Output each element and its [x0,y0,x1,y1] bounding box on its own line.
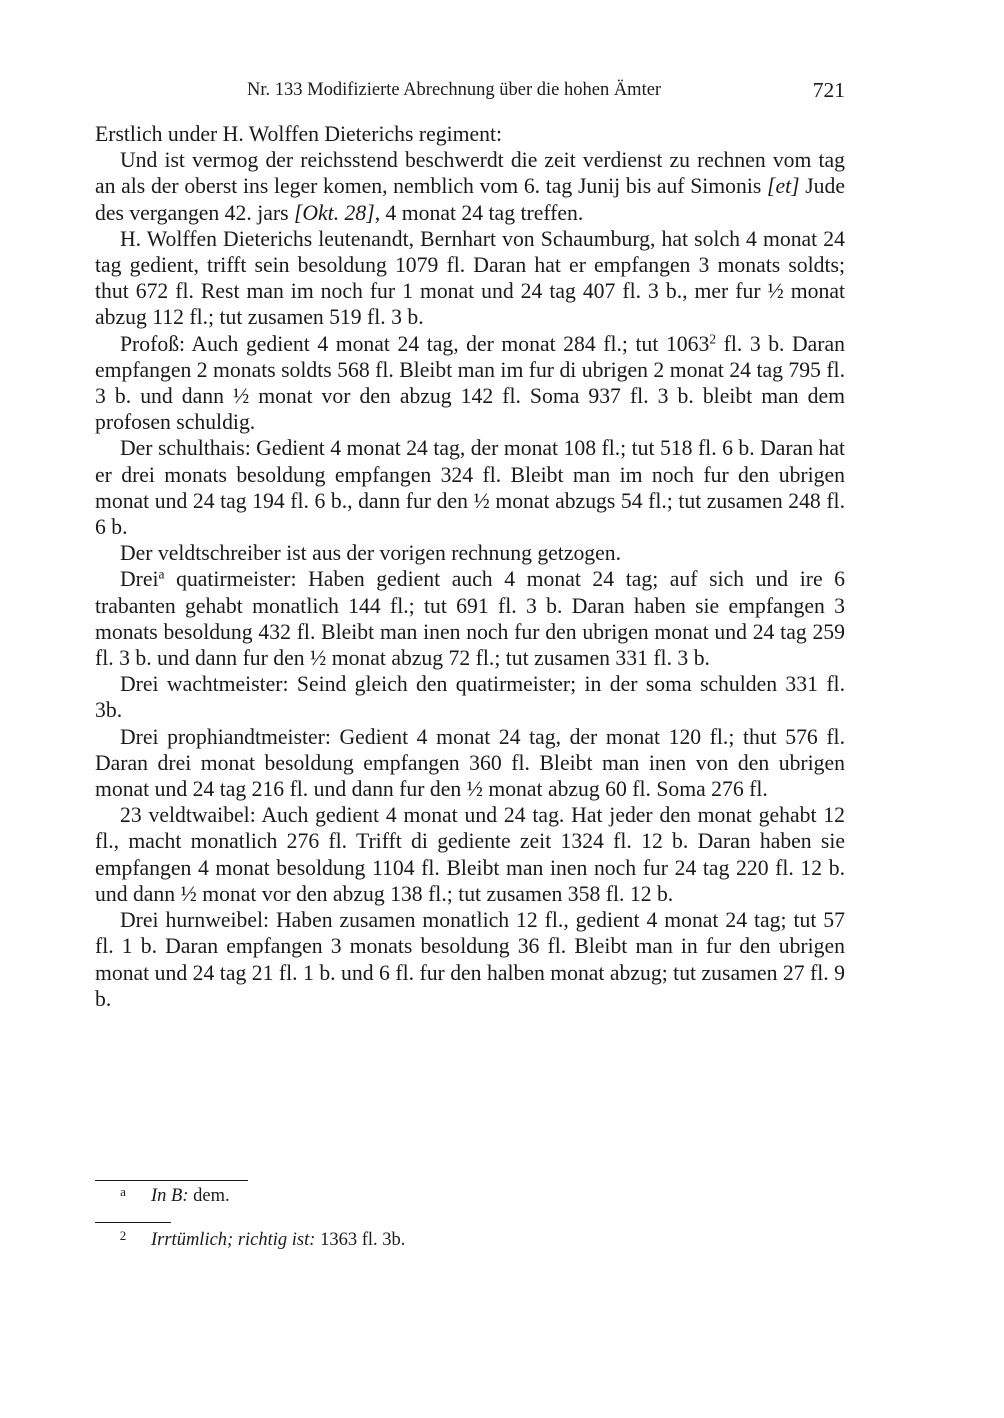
text-run: Und ist vermog der reichsstend beschwerdt die zeit verdienst zu rechnen vom tag an als der oberst ins leger komen, nemblich vom 6. tag Junij bis auf Simonis [95,148,845,199]
text-run: Drei [120,567,159,592]
paragraph-hurnweibel: Drei hurnweibel: Haben zusamen monatlich 12 fl., gedient 4 monat 24 tag; tut 57 fl. 1 b. Daran empfangen 3 monats besoldung 36 fl. Bleibt man in fur den ubrigen monat und 24 tag 21 fl. 1 b. und 6 fl. fur den halben monat abzug; tut zusamen 27 fl. 9 b. [95,908,845,1011]
text-run: quatirmeister: Haben gedient auch 4 monat 24 tag; auf sich und ire 6 trabanten gehabt monatlich 144 fl.; tut 691 fl. 3 b. Daran haben sie empfangen 3 monats besoldung 432 fl. Bleibt man inen noch fur den ubrigen monat und 24 tag 259 fl. 3 b. und dann fur den ½ monat abzug 72 fl.; tut zusamen 331 fl. 3 b. [95,567,845,671]
paragraph-profoss [95,331,845,436]
editorial-date: [Okt. 28] [293,200,375,225]
running-title: Nr. 133 Modifizierte Abrechnung über die hohen Ämter [247,80,662,100]
text-run: Profoß: Auch gedient 4 monat 24 tag, der monat 284 fl.; tut 1063 [120,331,710,356]
running-header [95,78,845,108]
paragraph-intro: Erstlich under H. Wolffen Dieterichs regiment: [95,122,502,146]
footnote-text: dem. [188,1186,230,1206]
footnote-ref-a[interactable]: a [158,567,165,583]
page-number: 721 [812,78,845,102]
text-run: fl. 3 b. Daran empfangen 2 monats soldts 568 fl. Bleibt man im fur di ubrigen 2 monat 24 tag 795 fl. 3 b. und dann ½ monat vor den abzug 142 fl. Soma 937 fl. 3 b. bleibt man dem profosen schuldig. [95,331,846,435]
footnote-mark: a [120,1184,126,1199]
text-run: Jude des vergangen 42. jars [95,174,845,225]
footnote-mark: 2 [119,1228,127,1243]
paragraph-veldtwaibel: 23 veldtwaibel: Auch gedient 4 monat und 24 tag. Hat jeder den monat gehabt 12 fl., macht monatlich 276 fl. Trifft di gediente zeit 1324 fl. 12 b. Daran haben sie empfangen 4 monat besoldung 1104 fl. Bleibt man inen noch fur 24 tag 220 fl. 12 b. und dann ½ monat vor den abzug 138 fl.; tut zusamen 358 fl. 12 b. [95,803,845,906]
paragraph-veldtschreiber: Der veldtschreiber ist aus der vorigen rechnung getzogen. [120,541,622,566]
main-text [95,121,845,1012]
footnote-label: Irrtümlich; richtig ist: [151,1230,316,1250]
footnote-ref-2[interactable]: 2 [709,331,717,347]
paragraph-leutenandt: H. Wolffen Dieterichs leutenandt, Bernhart von Schaumburg, hat solch 4 monat 24 tag gedient, trifft sein besoldung 1079 fl. Daran hat er empfangen 3 monats soldts; thut 672 fl. Rest man im noch fur 1 monat und 24 tag 407 fl. 3 b., mer fur ½ monat abzug 112 fl.; tut zusamen 519 fl. 3 b. [95,226,845,330]
editorial-insertion: [et] [767,174,800,199]
paragraph-service-time [95,147,845,226]
footnote-rule [95,1222,171,1223]
paragraph-quatirmeister [95,566,845,671]
text-run: , 4 monat 24 tag treffen. [374,200,584,225]
paragraph-prophiandtmeister: Drei prophiandtmeister: Gedient 4 monat 24 tag, der monat 120 fl.; thut 576 fl. Daran drei monat besoldung empfangen 360 fl. Bleibt man inen von den ubrigen monat und 24 tag 216 fl. und dann fur den ½ monat abzug 60 fl. Soma 276 fl. [95,724,845,802]
paragraph-wachtmeister: Drei wachtmeister: Seind gleich den quatirmeister; in der soma schulden 331 fl. 3b. [95,672,845,723]
footnote-2 [95,1228,405,1251]
footnote-rule [95,1180,248,1181]
paragraph-schulthais: Der schulthais: Gedient 4 monat 24 tag, der monat 108 fl.; tut 518 fl. 6 b. Daran hat er drei monats besoldung empfangen 324 fl. Bleibt man im noch fur den ubrigen monat und 24 tag 194 fl. 6 b., dann fur den ½ monat abzugs 54 fl.; tut zusamen 248 fl. 6 b. [95,436,845,540]
footnote-label: In B: [151,1186,189,1206]
footnote-text: 1363 fl. 3b. [315,1230,406,1250]
footnote-a [95,1184,230,1207]
